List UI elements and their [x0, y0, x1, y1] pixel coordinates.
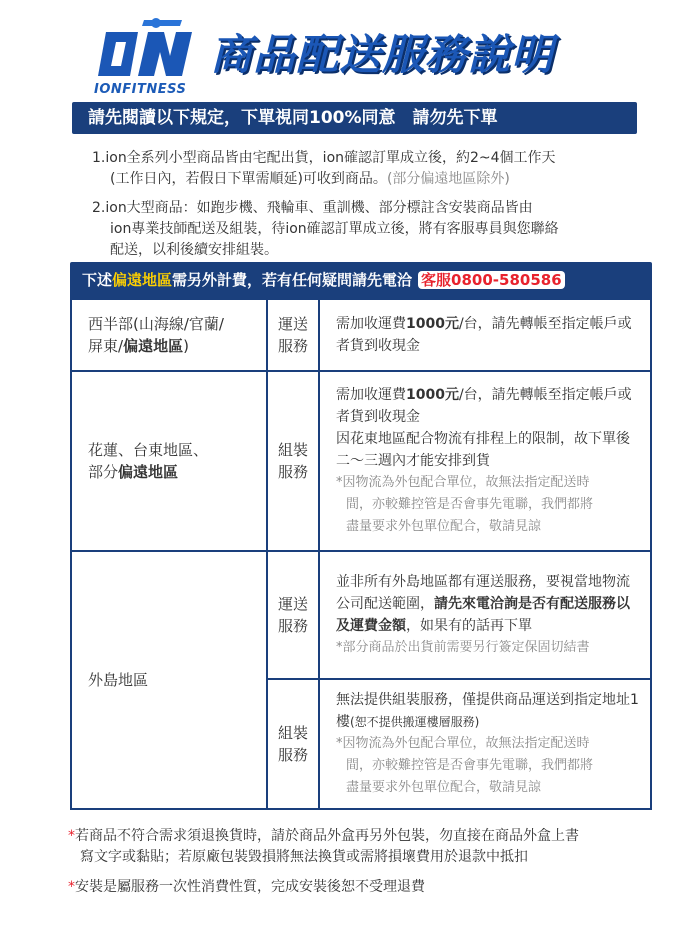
area-text: 屏東/	[88, 337, 124, 355]
rules-list	[92, 148, 652, 269]
desc-text-bold: 1000元	[406, 387, 459, 403]
service-type-cell: 組裝服務	[267, 679, 319, 809]
note-line: *因物流為外包配合單位，故無法指定配送時	[336, 736, 590, 751]
area-text: )	[183, 337, 189, 355]
page-title: 商品配送服務說明	[210, 30, 555, 79]
service-type-cell: 運送服務	[267, 299, 319, 371]
logo-text: IONFITNESS	[94, 82, 187, 97]
desc-text: /台，請先轉帳至指定帳戶或者貨到收現金	[336, 316, 632, 354]
table-row	[71, 299, 651, 371]
footer-note	[68, 877, 658, 898]
desc-text: ，如果有的話再下單	[406, 618, 532, 634]
desc-text: /台，請先轉帳至指定帳戶或者貨到收現金	[336, 387, 632, 425]
area-text-bold: 偏遠地區	[123, 337, 184, 355]
table-header-prefix: 下述	[82, 271, 113, 289]
description-cell	[319, 299, 651, 371]
hotline-badge: 客服0800-580586	[418, 271, 565, 289]
desc-text-small: (恕不提供搬運樓層服務)	[350, 715, 480, 729]
note-text: *部分商品於出貨前需要另行簽定保固切結書	[336, 640, 590, 655]
area-cell: 外島地區	[71, 551, 267, 809]
rule-text: 2.ion大型商品：如跑步機、飛輪車、重訓機、部分標註含安裝商品皆由	[92, 200, 533, 216]
description-cell	[319, 371, 651, 551]
note-text	[336, 733, 640, 799]
table-header-text	[82, 262, 565, 298]
note-line: 間，亦較難控管是否會事先電聯，我們都將	[346, 758, 594, 773]
rule-item	[92, 198, 652, 261]
rule-text: (工作日內，若假日下單需順延)可收到商品。	[110, 171, 387, 187]
rule-item	[92, 148, 652, 190]
table-row	[71, 551, 651, 679]
note-line: *因物流為外包配合單位，故無法指定配送時	[336, 475, 590, 490]
footer-text: 若商品不符合需求須退換貨時，請於商品外盒再另外包裝，勿直接在商品外盒上書	[75, 828, 579, 844]
rule-note: (部分偏遠地區除外)	[386, 171, 510, 187]
note-line: 間，亦較難控管是否會事先電聯，我們都將	[346, 497, 594, 512]
desc-text: 需加收運費	[336, 316, 406, 332]
description-cell	[319, 551, 651, 679]
note-line: 盡量要求外包單位配合，敬請見諒	[346, 519, 542, 534]
note-line: 盡量要求外包單位配合，敬請見諒	[346, 780, 542, 795]
description-cell	[319, 679, 651, 809]
notice-banner-text: 請先閱讀以下規定，下單視同100%同意 請勿先下單	[88, 108, 498, 128]
note-text	[336, 472, 640, 538]
rule-text: ion專業技師配送及組裝，待ion確認訂單成立後，將有客服專員與您聯絡	[110, 221, 559, 237]
shipping-table	[70, 298, 652, 810]
area-text: 花蓮、台東地區、	[88, 441, 209, 459]
desc-text: 無法提供組裝服務，僅提供商品運送到指定地址1樓	[336, 692, 639, 730]
area-cell	[71, 371, 267, 551]
remote-area-highlight: 偏遠地區	[112, 271, 173, 289]
footer-asterisk: *	[68, 828, 75, 844]
table-header-middle: 需另外計費，若有任何疑問請先電洽	[172, 271, 413, 289]
footer-text: 寫文字或黏貼；若原廠包裝毀損將無法換貨或需將損壞費用於退款中抵扣	[80, 849, 528, 865]
table-header-bar	[70, 262, 652, 298]
footer-asterisk: *	[68, 879, 75, 895]
footer-notes	[68, 826, 658, 907]
service-type-cell: 組裝服務	[267, 371, 319, 551]
table-row	[71, 371, 651, 551]
area-text: 西半部(山海線/官蘭/	[88, 315, 224, 333]
service-type-cell: 運送服務	[267, 551, 319, 679]
desc-text: 需加收運費	[336, 387, 406, 403]
rule-text: 配送，以利後續安排組裝。	[110, 242, 278, 258]
notice-banner	[72, 102, 637, 134]
desc-text-bold: 請先來電洽詢是否有配送服務以及運費金額	[336, 596, 630, 634]
desc-text-bold: 1000元	[406, 316, 459, 332]
desc-text: 因花東地區配合物流有排程上的限制，故下單後二～三週內才能安排到貨	[336, 431, 630, 469]
footer-text: 安裝是屬服務一次性消費性質，完成安裝後恕不受理退費	[75, 879, 425, 895]
header	[72, 8, 652, 112]
rule-text: 1.ion全系列小型商品皆由宅配出貨，ion確認訂單成立後，約2~4個工作天	[92, 150, 556, 166]
area-cell	[71, 299, 267, 371]
footer-note	[68, 826, 658, 868]
area-text-bold: 偏遠地區	[118, 463, 179, 481]
desc-text: 並非所有外島地區都有運送服務，要視當地物流公司配送範圍，	[336, 574, 630, 612]
area-text: 部分	[88, 463, 119, 481]
